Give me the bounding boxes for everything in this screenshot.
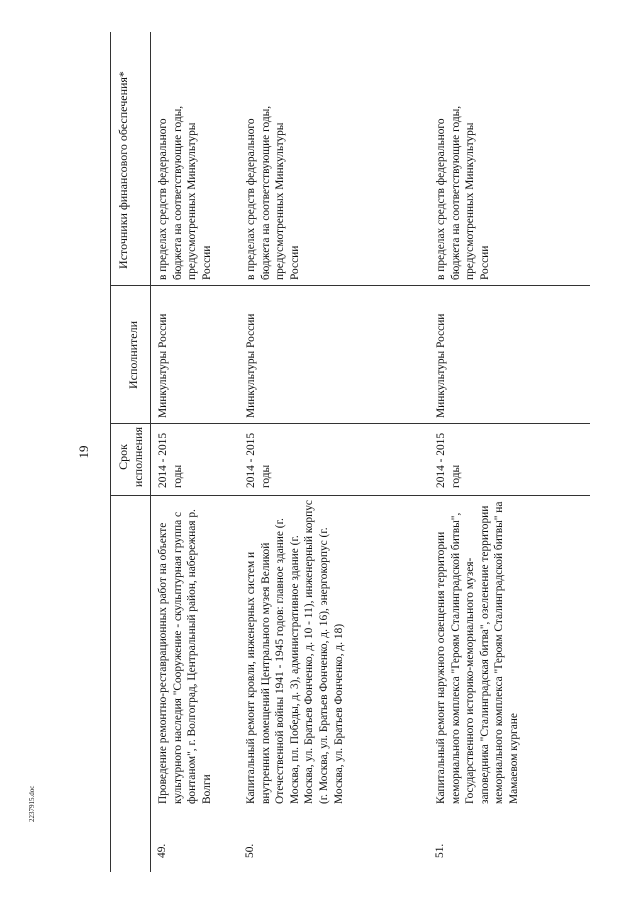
row-description: Капитальный ремонт кровли, инженерных систем и внутренних помещений Центрального музея Великой Отечественной войны 1941 - 1945 годов: главное здание (г. Москва, пл. Победы, д. 3), административное здание (г. Москва, ул. Братьев Фонченко, д. 10 - 11), инженерный корпус (г. Москва, ул. Братьев Фонченко, д. 16), энергокорпус (г. Москва, ул. Братьев Фонченко, д. 18) — [245, 500, 345, 804]
row-executors: Минкультуры России — [157, 313, 169, 418]
row-term: 2014 - 2015 годы — [157, 432, 184, 488]
row-sources: в пределах средств федерального бюджета на соответствующие годы, предусмотренных Минкультуры России — [157, 105, 213, 280]
row-sources: в пределах средств федерального бюджета на соответствующие годы, предусмотренных Минкультуры России — [245, 105, 301, 280]
row-executors: Минкультуры России — [435, 313, 447, 418]
header-bottom-rule — [150, 32, 151, 872]
row-number: 51. — [434, 843, 446, 858]
column-divider — [110, 285, 590, 286]
row-number: 49. — [156, 843, 168, 858]
table-top-rule — [110, 32, 111, 872]
row-term: 2014 - 2015 годы — [435, 432, 462, 488]
rotated-table-page — [70, 32, 590, 872]
document-filename: 2237915.doc — [28, 785, 36, 822]
header-sources: Источники финансового обеспечения* — [116, 71, 130, 269]
page-number: 19 — [76, 445, 91, 459]
column-divider — [110, 423, 590, 424]
row-description: Проведение ремонтно-реставрационных работ на объекте культурного наследия "Сооружение - скульптурная группа с фонтаном", г. Волгоград, Центральный район, набережная р. Волги — [157, 509, 213, 804]
row-term: 2014 - 2015 годы — [245, 432, 272, 488]
row-sources: в пределах средств федерального бюджета на соответствующие годы, предусмотренных Минкультуры России — [435, 105, 491, 280]
row-description: Капитальный ремонт наружного освещения территории мемориального комплекса "Героям Сталинградской битвы", Государственного историко-мемориального музея-заповедника "Сталинградская битва", озеленение территории мемориального комплекса "Героям Сталинградской битвы" на Мамаевом кургане — [435, 501, 520, 804]
header-term: Срок исполнения — [116, 426, 145, 488]
header-executors: Исполнители — [126, 320, 140, 390]
row-executors: Минкультуры России — [245, 313, 257, 418]
column-divider — [110, 495, 590, 496]
row-number: 50. — [244, 843, 256, 858]
